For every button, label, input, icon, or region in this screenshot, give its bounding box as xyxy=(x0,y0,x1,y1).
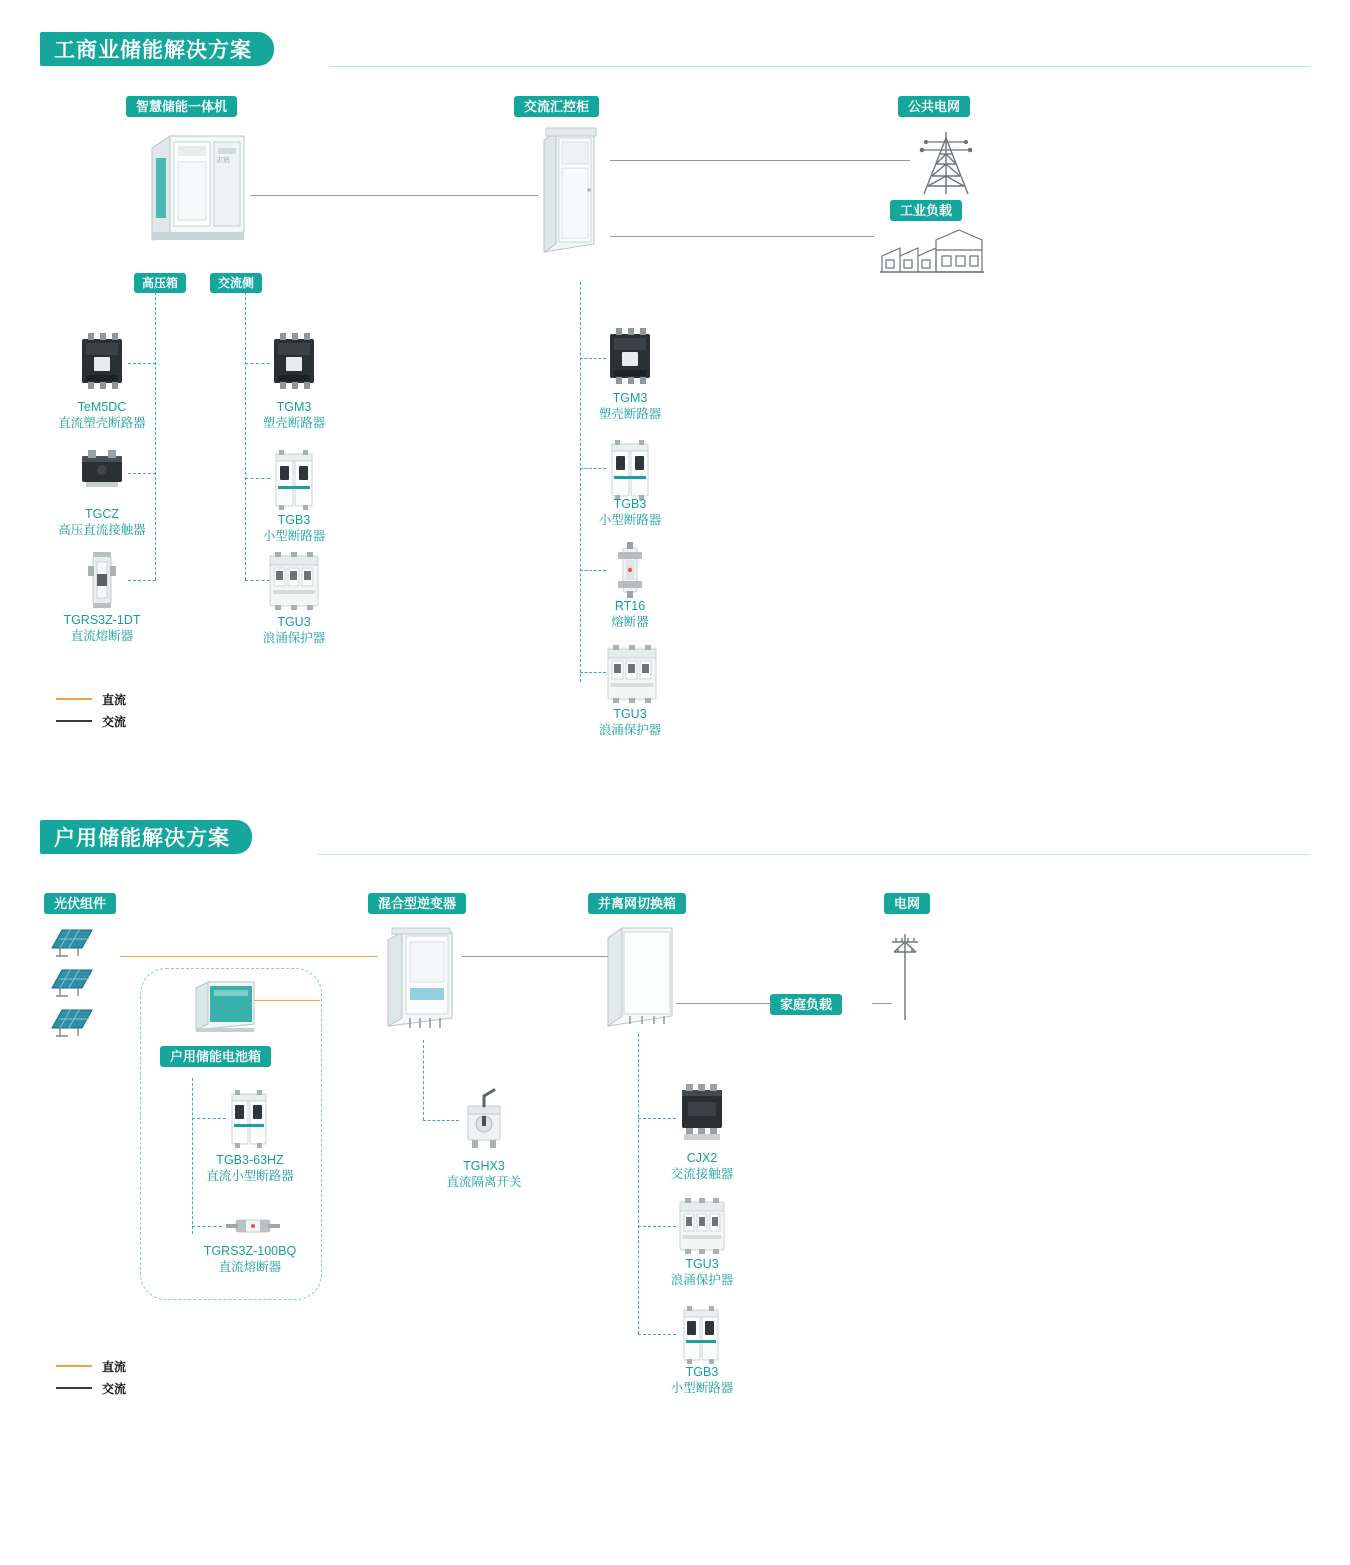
legend-swatch-ac xyxy=(56,720,92,722)
home-battery-icon xyxy=(192,978,258,1034)
pv-panel-icon xyxy=(48,926,96,958)
chip-industrial-load: 工业负载 xyxy=(890,200,962,221)
legend-label-dc: 直流 xyxy=(102,692,127,707)
line-storage-to-cabinet xyxy=(250,195,538,196)
line-cabinet-to-grid xyxy=(610,160,910,161)
caption-tb-2: TGB3 小型断路器 xyxy=(670,1365,734,1395)
pv-panel-icon xyxy=(48,1006,96,1038)
legend-residential xyxy=(56,1355,126,1399)
arm-hv-3 xyxy=(128,580,156,581)
mini-breaker-icon xyxy=(270,450,318,510)
factory-icon xyxy=(880,226,984,274)
mini-breaker-icon xyxy=(606,440,654,500)
legend-commercial xyxy=(56,688,126,732)
legend-label-dc: 直流 xyxy=(102,1359,127,1374)
branch-battery-box xyxy=(192,1078,193,1234)
transmission-tower-icon xyxy=(910,128,982,198)
caption-cab-2: RT16 熔断器 xyxy=(611,599,649,629)
section-divider-commercial xyxy=(330,66,1310,67)
arm-cab-2 xyxy=(580,468,606,469)
legend-swatch-dc xyxy=(56,1365,92,1367)
dc-contactor-icon xyxy=(78,448,126,492)
caption-acside-1: TGB3 小型断路器 xyxy=(262,513,326,543)
arm-cab-4 xyxy=(580,672,606,673)
hybrid-inverter-icon xyxy=(382,926,460,1036)
surge-protector-icon xyxy=(676,1198,728,1254)
dc-fuse-icon xyxy=(82,552,122,608)
line-cabinet-to-load xyxy=(610,236,874,237)
caption-cab-3: TGU3 浪涌保护器 xyxy=(598,707,662,737)
arm-hv-2 xyxy=(128,473,156,474)
legend-item-dc xyxy=(56,688,126,710)
line-inverter-to-transfer xyxy=(462,956,608,957)
caption-cab-1: TGB3 小型断路器 xyxy=(598,497,662,527)
arm-tb-2 xyxy=(638,1226,676,1227)
section-title-commercial: 工商业储能解决方案 xyxy=(40,32,274,66)
chip-transfer-box: 并离网切换箱 xyxy=(588,893,686,914)
branch-hv-box xyxy=(155,287,156,580)
arm-batt-1 xyxy=(192,1118,226,1119)
caption-acside-2: TGU3 浪涌保护器 xyxy=(262,615,326,645)
section-header-commercial xyxy=(40,32,274,66)
legend-label-ac: 交流 xyxy=(102,1381,127,1396)
arm-cab-3 xyxy=(580,570,606,571)
caption-inv-0: TGHX3 直流隔离开关 xyxy=(446,1159,522,1189)
arm-ac-2 xyxy=(245,478,270,479)
legend-swatch-dc xyxy=(56,698,92,700)
section-divider-residential xyxy=(318,854,1310,855)
caption-batt-1: TGRS3Z-100BQ 直流熔断器 xyxy=(203,1244,297,1274)
arm-cab-1 xyxy=(580,358,606,359)
molded-case-breaker-icon xyxy=(268,333,320,389)
caption-cab-0: TGM3 塑壳断路器 xyxy=(598,391,662,421)
legend-swatch-ac xyxy=(56,1387,92,1389)
chip-ac-cabinet: 交流汇控柜 xyxy=(514,96,599,117)
utility-pole-icon xyxy=(888,928,922,1022)
caption-tb-1: TGU3 浪涌保护器 xyxy=(670,1257,734,1287)
arm-tb-1 xyxy=(638,1118,676,1119)
smart-storage-unit-icon xyxy=(148,128,248,248)
branch-ac-cabinet xyxy=(580,282,581,682)
dc-isolator-icon xyxy=(460,1088,508,1150)
svg-text:志宸: 志宸 xyxy=(216,157,230,164)
legend-item-dc xyxy=(56,1355,126,1377)
arm-hv-1 xyxy=(128,363,156,364)
line-pv-to-inverter xyxy=(120,956,378,957)
line-transfer-to-home-load xyxy=(676,1003,772,1004)
ac-cabinet-icon xyxy=(538,126,600,254)
chip-battery-box: 户用储能电池箱 xyxy=(160,1046,271,1067)
caption-hv-1: TGCZ 高压直流接触器 xyxy=(58,507,146,537)
caption-hv-2: TGRS3Z-1DT 直流熔断器 xyxy=(63,613,141,643)
line-grid-to-transfer xyxy=(872,1003,892,1004)
cylindrical-fuse-icon xyxy=(222,1212,282,1240)
branch-ac-side xyxy=(245,287,246,580)
legend-item-ac xyxy=(56,1377,126,1399)
caption-batt-0: TGB3-63HZ 直流小型断路器 xyxy=(206,1153,294,1183)
surge-protector-icon xyxy=(604,645,660,703)
pv-panel-icon xyxy=(48,966,96,998)
caption-hv-0: TeM5DC 直流塑壳断路器 xyxy=(58,400,146,430)
chip-home-load: 家庭负载 xyxy=(770,994,842,1015)
mini-breaker-icon xyxy=(680,1306,724,1364)
caption-tb-0: CJX2 交流接触器 xyxy=(670,1151,734,1181)
branch-inverter xyxy=(423,1040,424,1120)
molded-case-breaker-icon xyxy=(604,328,656,384)
caption-acside-0: TGM3 塑壳断路器 xyxy=(262,400,326,430)
arm-ac-1 xyxy=(245,363,270,364)
section-title-residential: 户用储能解决方案 xyxy=(40,820,252,854)
mini-breaker-icon xyxy=(228,1090,272,1148)
arm-tb-3 xyxy=(638,1334,676,1335)
legend-label-ac: 交流 xyxy=(102,714,127,729)
fuse-icon xyxy=(614,542,646,598)
chip-ac-side: 交流侧 xyxy=(210,273,262,293)
surge-protector-icon xyxy=(266,552,322,610)
arm-batt-2 xyxy=(192,1226,222,1227)
chip-public-grid: 公共电网 xyxy=(898,96,970,117)
chip-grid: 电网 xyxy=(884,893,930,914)
section-header-residential xyxy=(40,820,252,854)
chip-hybrid-inverter: 混合型逆变器 xyxy=(368,893,466,914)
chip-hv-box: 高压箱 xyxy=(134,273,186,293)
arm-inverter-1 xyxy=(423,1120,459,1121)
chip-pv-module: 光伏组件 xyxy=(44,893,116,914)
molded-case-breaker-icon xyxy=(76,333,128,389)
transfer-box-icon xyxy=(604,922,678,1030)
ac-contactor-icon xyxy=(676,1084,728,1144)
legend-item-ac xyxy=(56,710,126,732)
chip-storage-unit: 智慧储能一体机 xyxy=(126,96,237,117)
branch-transfer-box xyxy=(638,1034,639,1334)
